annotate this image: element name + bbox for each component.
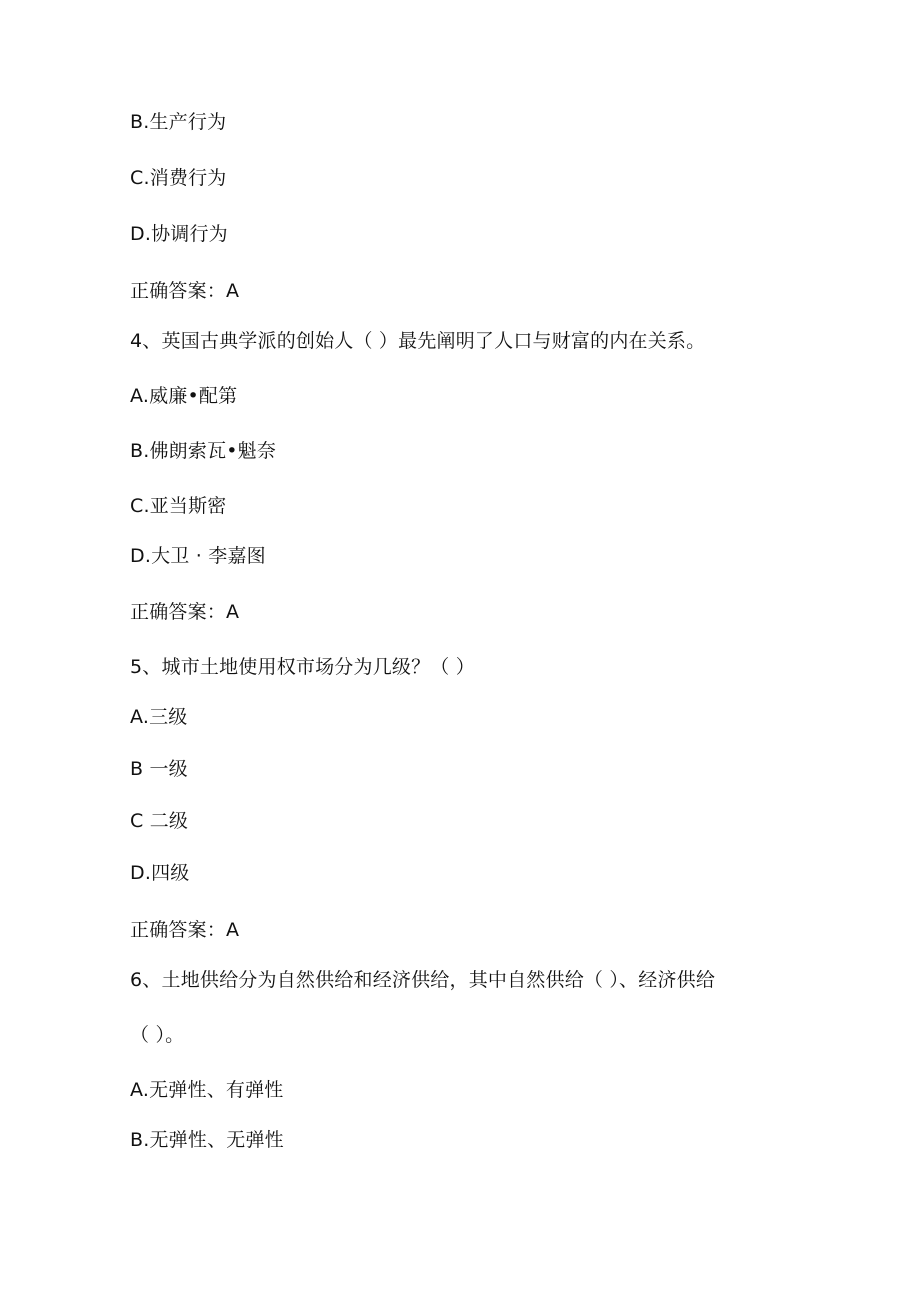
q3-answer: 正确答案：A	[130, 280, 240, 302]
q4-question: 4、英国古典学派的创始人（ ）最先阐明了人口与财富的内在关系。	[130, 330, 706, 352]
q4-option-a: A.威廉•配第	[130, 385, 238, 407]
q5-option-a: A.三级	[130, 706, 188, 728]
q4-option-d: D.大卫 · 李嘉图	[130, 545, 266, 567]
q3-option-d: D.协调行为	[130, 223, 228, 245]
q5-option-b: B 一级	[130, 758, 188, 780]
q5-option-d: D.四级	[130, 862, 190, 884]
q6-option-a: A.无弹性、有弹性	[130, 1079, 284, 1101]
q3-option-c: C.消费行为	[130, 167, 227, 189]
q6-question-line2: （ ）。	[130, 1024, 185, 1046]
q3-option-b: B.生产行为	[130, 111, 227, 133]
q5-option-c: C 二级	[130, 810, 189, 832]
q4-option-b: B.佛朗索瓦•魁奈	[130, 440, 277, 462]
q4-answer: 正确答案：A	[130, 601, 240, 623]
q6-question-line1: 6、土地供给分为自然供给和经济供给，其中自然供给（ ）、经济供给	[130, 969, 716, 991]
q5-question: 5、城市土地使用权市场分为几级？（ ）	[130, 656, 475, 678]
q6-option-b: B.无弹性、无弹性	[130, 1129, 284, 1151]
q5-answer: 正确答案：A	[130, 919, 240, 941]
q4-option-c: C.亚当斯密	[130, 495, 227, 517]
